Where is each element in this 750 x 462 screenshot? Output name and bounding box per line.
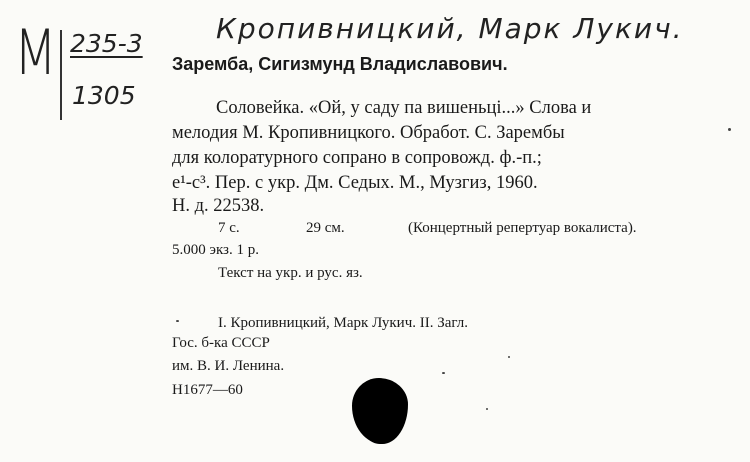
library-line-1: Гос. б-ка СССР bbox=[172, 335, 270, 351]
ink-speck bbox=[508, 356, 510, 358]
call-number-divider bbox=[60, 30, 62, 120]
call-number-bottom-handwritten: 1305 bbox=[72, 81, 136, 110]
ink-speck bbox=[442, 372, 445, 374]
main-heading: Заремба, Сигизмунд Владиславович. bbox=[172, 54, 508, 74]
copies-price: 5.000 экз. 1 р. bbox=[172, 242, 259, 258]
description-line-4: e¹-c³. Пер. с укр. Дм. Седых. М., Музгиз, 1960. bbox=[172, 173, 538, 193]
ink-speck bbox=[486, 408, 488, 410]
call-number-top-handwritten: 235-3 bbox=[70, 29, 143, 58]
ink-speck bbox=[176, 320, 179, 322]
ink-blot bbox=[352, 378, 408, 444]
description-line-5: Н. д. 22538. bbox=[172, 196, 265, 216]
handwritten-author-note: Кропивницкий, Марк Лукич. bbox=[216, 12, 684, 45]
call-letter-handwritten: М bbox=[14, 16, 57, 89]
ink-speck bbox=[728, 128, 731, 131]
description-line-2: мелодия М. Кропивницкого. Обработ. С. Зарембы bbox=[172, 123, 565, 143]
description-line-3: для колоратурного сопрано в сопровожд. ф.-п.; bbox=[172, 148, 542, 168]
library-line-2: им. В. И. Ленина. bbox=[172, 358, 285, 374]
collation-pages: 7 с. bbox=[218, 220, 240, 236]
collation-size: 29 см. bbox=[306, 220, 345, 236]
language-note: Текст на укр. и рус. яз. bbox=[218, 265, 363, 281]
card-number: Н1677—60 bbox=[172, 382, 243, 398]
collation-series: (Концертный репертуар вокалиста). bbox=[408, 220, 637, 236]
tracing-entries: I. Кропивницкий, Марк Лукич. II. Загл. bbox=[218, 315, 469, 331]
description-line-1: Соловейка. «Ой, у саду па вишеньці...» Слова и bbox=[216, 98, 592, 118]
